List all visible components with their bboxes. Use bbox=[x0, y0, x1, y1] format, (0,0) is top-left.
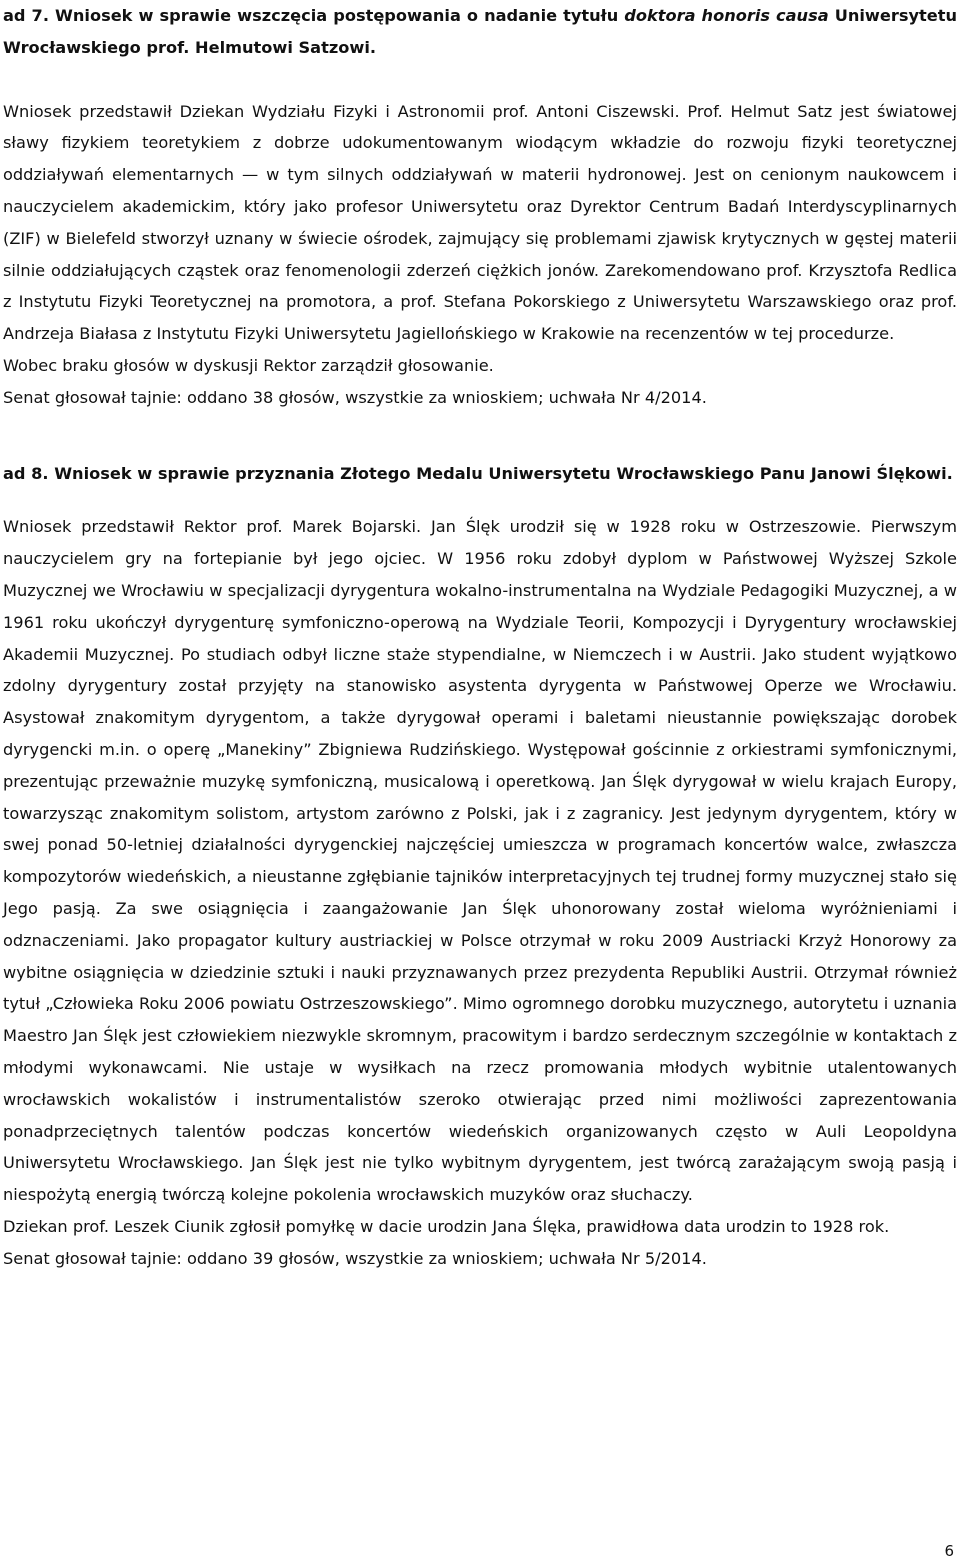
section-7-title-part1: Wniosek w sprawie wszczęcia postępowania o nadanie tytułu bbox=[55, 6, 619, 25]
section-7-discussion: Wobec braku głosów w dyskusji Rektor zarządził głosowanie. bbox=[3, 355, 494, 375]
section-7-heading bbox=[3, 0, 957, 64]
spacer bbox=[3, 489, 957, 511]
section-7-label: ad 7. bbox=[3, 6, 49, 25]
page-number: 6 bbox=[944, 1542, 954, 1560]
section-8-correction: Dziekan prof. Leszek Ciunik zgłosił pomyłkę w dacie urodzin Jana Ślęka, prawidłowa data urodzin to 1928 rok. bbox=[3, 1216, 890, 1236]
section-8-label: ad 8. bbox=[3, 463, 49, 483]
section-7-vote: Senat głosował tajnie: oddano 38 głosów, wszystkie za wnioskiem; uchwała Nr 4/2014. bbox=[3, 387, 707, 407]
section-7-body: Wniosek przedstawił Dziekan Wydziału Fizyki i Astronomii prof. Antoni Ciszewski. Prof. Helmut Satz jest światowej sławy fizykiem teoretykiem z dobrze udokumentowanym wiodącym wkładzie do rozwoju fizyki teoretycznej oddziaływań elementarnych — w tym silnych oddziaływań w materii hydronowej. Jest on cenionym naukowcem i nauczycielem akademickim, który jako profesor Uniwersytetu oraz Dyrektor Centrum Badań Interdyscyplinarnych (ZIF) w Bielefeld stworzył uznany w świecie ośrodek, zajmujący się problemami zjawisk krytycznych w gęstej materii silnie oddziałujących cząstek oraz fenomenologii zderzeń ciężkich jonów. Zarekomendowano prof. Krzysztofa Redlica z Instytutu Fizyki Teoretycznej na promotora, a prof. Stefana Pokorskiego z Uniwersytetu Warszawskiego oraz prof. Andrzeja Białasa z Instytutu Fizyki Uniwersytetu Jagiellońskiego w Krakowie na recenzentów w tej procedurze. bbox=[3, 101, 957, 344]
section-8-vote: Senat głosował tajnie: oddano 39 głosów, wszystkie za wnioskiem; uchwała Nr 5/2014. bbox=[3, 1248, 707, 1268]
section-8-heading bbox=[3, 458, 957, 490]
section-7-title-part2: Uniwersytetu Wrocławskiego prof. Helmutowi Satzowi. bbox=[3, 6, 958, 57]
spacer bbox=[3, 414, 957, 446]
section-8-body: Wniosek przedstawił Rektor prof. Marek Bojarski. Jan Ślęk urodził się w 1928 roku w Ostrzeszowie. Pierwszym nauczycielem gry na fortepianie był jego ojciec. W 1956 roku zdobył dyplom w Państwowej Wyższej Szkole Muzycznej we Wrocławiu w specjalizacji dyrygentura wokalno-instrumentalna na Wydziale Pedagogiki Muzycznej, a w 1961 roku ukończył dyrygenturę symfoniczno-operową na Wydziale Teorii, Kompozycji i Dyrygentury wrocławskiej Akademii Muzycznej. Po studiach odbył liczne staże stypendialne, w Niemczech i w Austrii. Jako student wyjątkowo zdolny dyrygentury został przyjęty na stanowisko asystenta dyrygenta w Państwowej Operze we Wrocławiu. Asystował znakomitym dyrygentom, a także dyrygował operami i baletami nieustannie powiększając dorobek dyrygencki m.in. o operę „Manekiny” Zbigniewa Rudzińskiego. Występował gościnnie z orkiestrami symfonicznymi, prezentując przeważnie muzykę symfoniczną, musicalową i operetkową. Jan Ślęk dyrygował w wielu krajach Europy, towarzysząc znakomitym solistom, artystom zarówno z Polski, jak i z zagranicy. Jest jedynym dyrygentem, który w swej ponad 50-letniej działalności dyrygenckiej najczęściej umieszcza w programach koncertów walce, zwłaszcza kompozytorów wiedeńskich, a nieustanne zgłębianie tajników interpretacyjnych tej trudnej formy muzycznej stało się Jego pasją. Za swe osiągnięcia i zaangażowanie Jan Ślęk uhonorowany został wieloma wyróżnieniami i odznaczeniami. Jako propagator kultury austriackiej w Polsce otrzymał w roku 2009 Austriacki Krzyż Honorowy za wybitne osiągnięcia w dziedzinie sztuki i nauki przyznawanych przez prezydenta Republiki Austrii. Otrzymał również tytuł „Człowieka Roku 2006 powiatu Ostrzeszowskiego”. Mimo ogromnego dorobku muzycznego, autorytetu i uznania Maestro Jan Ślęk jest człowiekiem niezwykle skromnym, pracowitym i bardzo serdecznym szczególnie w kontaktach z młodymi wykonawcami. Nie ustaje w wysiłkach na rzecz promowania młodych wybitnie utalentowanych wrocławskich wokalistów i instrumentalistów szeroko otwierając przed nimi możliwości zaprezentowania ponadprzeciętnych talentów podczas koncertów wiedeńskich organizowanych często w Auli Leopoldyna Uniwersytetu Wrocławskiego. Jan Ślęk jest nie tylko wybitnym dyrygentem, jest twórcą zarażającym swoją pasją i niespożytą energią twórczą kolejne pokolenia wrocławskich muzyków oraz słuchaczy. bbox=[3, 517, 957, 1205]
spacer bbox=[3, 446, 957, 458]
spacer bbox=[3, 64, 957, 96]
document-page bbox=[3, 0, 957, 1274]
section-7-title-italic: doktora honoris causa bbox=[624, 6, 829, 25]
section-8-title: Wniosek w sprawie przyznania Złotego Medalu Uniwersytetu Wrocławskiego Panu Janowi Ślękowi. bbox=[54, 463, 953, 483]
